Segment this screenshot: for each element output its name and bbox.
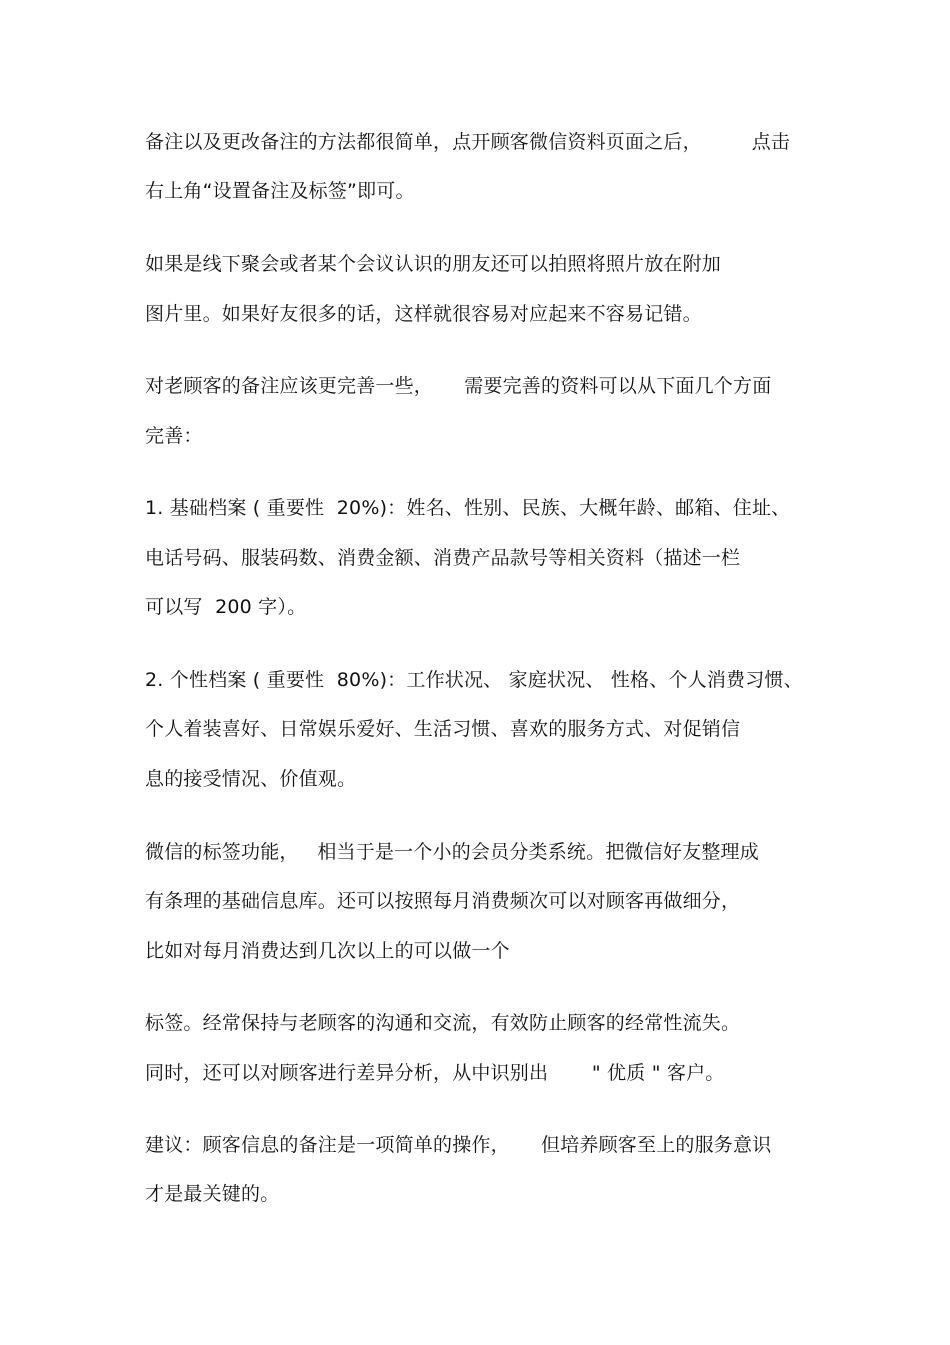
paragraph-7-line-1: 标签。经常保持与老顾客的沟通和交流，有效防止顾客的经常性流失。 [145, 1012, 741, 1034]
paragraph-3-line-2: 完善： [145, 425, 203, 447]
paragraph-5-line-1: 2. 个性档案 ( 重要性 80%)：工作状况、 家庭状况、 性格、个人消费习惯、 [145, 669, 803, 691]
paragraph-2-line-1: 如果是线下聚会或者某个会议认识的朋友还可以拍照将照片放在附加 [145, 253, 722, 275]
paragraph-6-line-1: 微信的标签功能， 相当于是一个小的会员分类系统。把微信好友整理成 [145, 841, 759, 863]
paragraph-6-line-2: 有条理的基础信息库。还可以按照每月消费频次可以对顾客再做细分， [145, 890, 741, 912]
paragraph-5-line-2: 个人着装喜好、日常娱乐爱好、生活习惯、喜欢的服务方式、对促销信 [145, 718, 741, 740]
paragraph-5-line-3: 息的接受情况、价值观。 [145, 768, 357, 790]
paragraph-2-line-2: 图片里。如果好友很多的话，这样就很容易对应起来不容易记错。 [145, 303, 702, 325]
paragraph-8-line-2: 才是最关键的。 [145, 1183, 280, 1205]
paragraph-3-line-1: 对老顾客的备注应该更完善一些， 需要完善的资料可以从下面几个方面 [145, 375, 772, 397]
paragraph-1-line-1: 备注以及更改备注的方法都很简单，点开顾客微信资料页面之后， 点击 [145, 131, 791, 153]
paragraph-4-line-2: 电话号码、服装码数、消费金额、消费产品款号等相关资料（描述一栏 [145, 547, 741, 569]
paragraph-1-line-2: 右上角“设置备注及标签”即可。 [145, 180, 415, 202]
paragraph-6-line-3: 比如对每月消费达到几次以上的可以做一个 [145, 940, 510, 962]
paragraph-7-line-2: 同时，还可以对顾客进行差异分析，从中识别出 " 优质 " 客户。 [145, 1062, 725, 1084]
paragraph-4-line-1: 1. 基础档案 ( 重要性 20%)：姓名、性别、民族、大概年龄、邮箱、住址、 [145, 497, 791, 519]
paragraph-8-line-1: 建议：顾客信息的备注是一项简单的操作， 但培养顾客至上的服务意识 [145, 1134, 772, 1156]
paragraph-4-line-3: 可以写 200 字）。 [145, 596, 307, 618]
